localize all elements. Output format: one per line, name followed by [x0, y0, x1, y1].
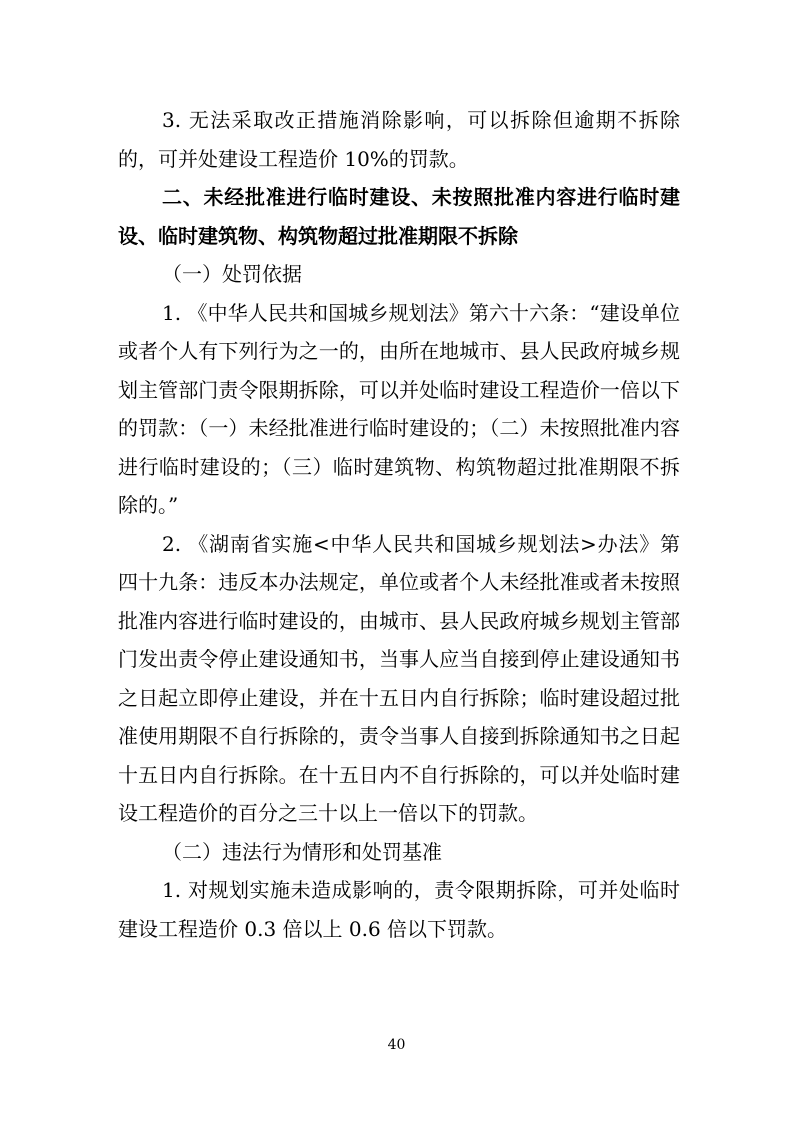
document-body — [118, 101, 680, 948]
paragraph-basis-1: 1. 《中华人民共和国城乡规划法》第六十六条：“建设单位或者个人有下列行为之一的，由所在地城市、县人民政府城乡规划主管部门责令限期拆除，可以并处临时建设工程造价一倍以下的罚款：（一）未经批准进行临时建设的；（二）未按照批准内容进行临时建设的；（三）临时建筑物、构筑物超过批准期限不拆除的。” — [118, 300, 680, 517]
paragraph-basis-2: 2. 《湖南省实施<中华人民共和国城乡规划法>办法》第四十九条：违反本办法规定，单位或者个人未经批准或者未按照批准内容进行临时建设的，由城市、县人民政府城乡规划主管部门发出责令停止建设通知书，当事人应当自接到停止建设通知书之日起立即停止建设，并在十五日内自行拆除；临时建设超过批准使用期限不自行拆除的，责令当事人自接到拆除通知书之日起十五日内自行拆除。在十五日内不自行拆除的，可以并处临时建设工程造价的百分之三十以上一倍以下的罚款。 — [118, 531, 680, 825]
subheading-violation-standards: （二）违法行为情形和处罚基准 — [162, 839, 442, 864]
section-heading-2: 二、未经批准进行临时建设、未按照批准内容进行临时建设、临时建筑物、构筑物超过批准期限不拆除 — [118, 185, 680, 248]
paragraph-standard-1: 1. 对规划实施未造成影响的，责令限期拆除，可并处临时建设工程造价 0.3 倍以上 0.6 倍以下罚款。 — [118, 878, 680, 941]
page-number: 40 — [387, 1037, 406, 1053]
subheading-penalty-basis: （一）处罚依据 — [162, 262, 302, 286]
paragraph-item-3-continuation: 3. 无法采取改正措施消除影响，可以拆除但逾期不拆除的，可并处建设工程造价 10%的罚款。 — [118, 108, 680, 171]
